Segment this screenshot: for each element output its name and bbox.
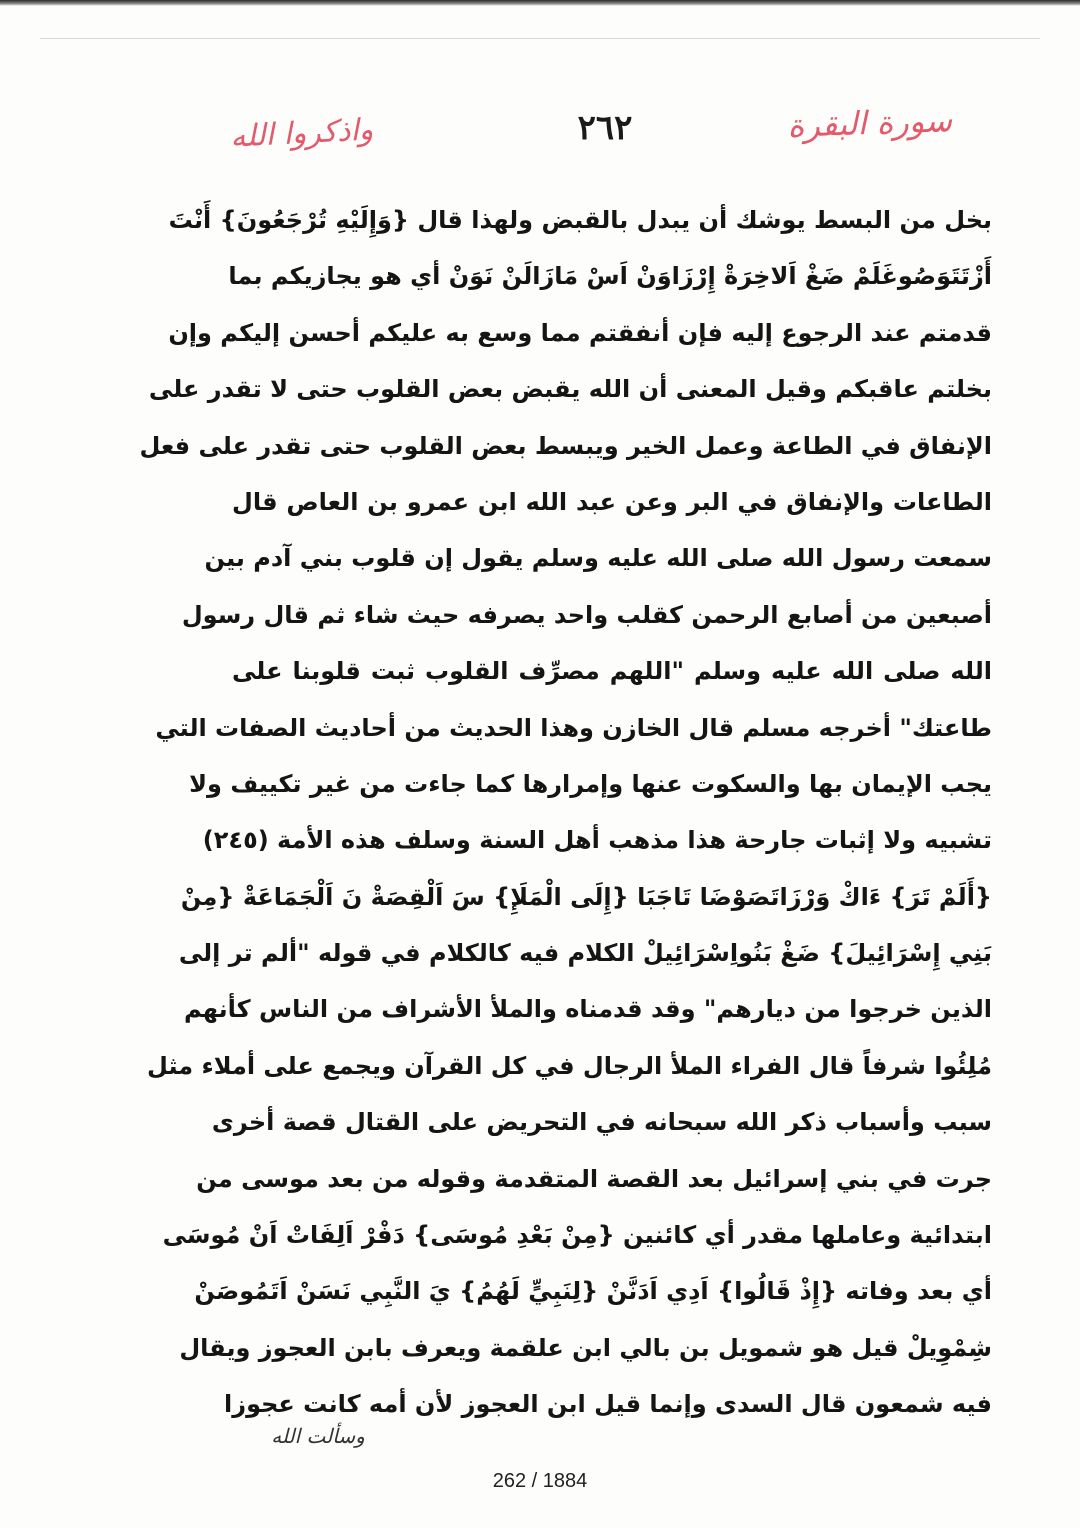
- text-line: أصبعين من أصابع الرحمن كقلب واحد يصرفه حيث شاء ثم قال رسول: [181, 600, 992, 629]
- text-line: جرت في بني إسرائيل بعد القصة المتقدمة وقوله من بعد موسى من: [196, 1164, 992, 1193]
- text-line: يجب الإيمان بها والسكوت عنها وإمرارها كما جاءت من غير تكييف ولا: [189, 769, 992, 798]
- handwritten-catchword: وسألت الله: [271, 1424, 365, 1448]
- text-line: سمعت رسول الله صلى الله عليه وسلم يقول إن قلوب بني آدم بين: [204, 544, 992, 573]
- scan-rule: [40, 38, 1040, 39]
- text-line: بخل من البسط يوشك أن يبدل بالقبض ولهذا قال {وَإِلَيْهِ تُرْجَعُونَ} أَنْتَ: [168, 206, 992, 234]
- text-line: أي بعد وفاته {إِذْ قَالُوا} اَدِي اَدَنَّنْ {لِنَبِيٍّ لَهُمُ} يَ النَّبِي نَسَنْ اَتَمُوصَنْ: [194, 1277, 992, 1306]
- text-line: الطاعات والإنفاق في البر وعن عبد الله ابن عمرو بن العاص قال: [232, 487, 992, 516]
- text-line: سبب وأسباب ذكر الله سبحانه في التحريض على القتال قصة أخرى: [211, 1108, 992, 1137]
- page-number-header: ٢٦٢: [577, 108, 633, 148]
- text-line: الإنفاق في الطاعة وعمل الخير ويبسط بعض القلوب حتى تقدر على فعل: [139, 431, 992, 460]
- text-line: شِمْوِيلْ قيل هو شمويل بن بالي ابن علقمة ويعرف بابن العجوز ويقال: [179, 1333, 992, 1362]
- text-line: الله صلى الله عليه وسلم "اللهم مصرِّف القلوب ثبت قلوبنا على: [232, 657, 992, 686]
- text-line: بَنِي إِسْرَائِيلَ} ضَغْ بَنُواِسْرَائِيلْ الكلام فيه كالكلام في قوله "ألم تر إلى: [178, 939, 992, 968]
- text-line: فيه شمعون قال السدى وإنما قيل ابن العجوز لأن أمه كانت عجوزا: [224, 1390, 992, 1419]
- text-line: تشبيه ولا إثبات جارحة هذا مذهب أهل السنة وسلف هذه الأمة (٢٤٥): [202, 826, 992, 855]
- text-line: قدمتم عند الرجوع إليه فإن أنفقتم مما وسع به عليكم أحسن إليكم وإن: [168, 318, 992, 347]
- text-line: بخلتم عاقبكم وقيل المعنى أن الله يقبض بعض القلوب حتى لا تقدر على: [148, 375, 992, 404]
- text-line: طاعتك" أخرجه مسلم قال الخازن وهذا الحديث من أحاديث الصفات التي: [155, 713, 992, 742]
- body-text: [139, 192, 992, 1422]
- text-line: الذين خرجوا من ديارهم" وقد قدمناه والملأ الأشراف من الناس كأنهم: [183, 995, 992, 1024]
- handwritten-surah-title: سورة البقرة: [786, 101, 953, 145]
- scan-top-edge: [0, 0, 1080, 6]
- page-counter: 262 / 1884: [492, 1470, 588, 1492]
- text-line: {أَلَمْ تَرَ} ءَاكْ وَرْزَاتَصَوْضَا تَاجَبَا {إِلَى الْمَلَإِ} سَ اَلْقِصَةْ نَ اَلْجَمَاعَةْ {مِنْ: [180, 882, 992, 911]
- text-line: ابتدائية وعاملها مقدر أي كائنين {مِنْ بَعْدِ مُوسَى} دَفْرْ اَلِفَاتْ اَنْ مُوسَى: [162, 1221, 992, 1250]
- text-line: مُلِئُوا شرفاً قال الفراء الملأ الرجال في كل القرآن ويجمع على أملاء مثل: [147, 1051, 992, 1080]
- handwritten-header-left: واذكروا الله: [229, 112, 375, 155]
- text-line: أَزْتَتَوَصُوغَلَمْ ضَغْ اَلاخِرَةْ إِرْزَاوَنْ اَسْ مَازَالَنْ نَوَنْ أي هو يجازيكم بما: [228, 262, 992, 291]
